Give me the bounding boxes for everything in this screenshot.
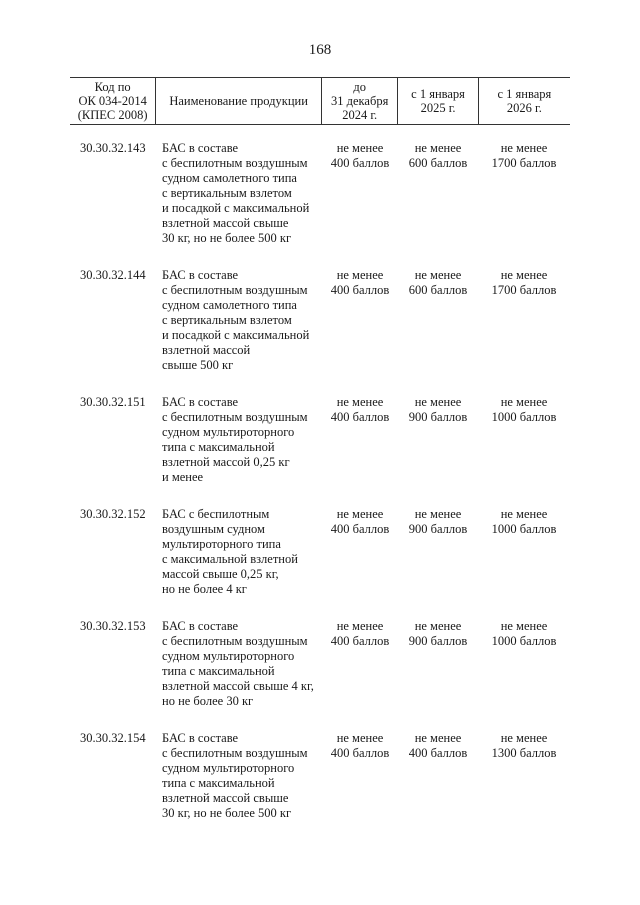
table-row bbox=[70, 731, 570, 821]
table-row bbox=[70, 395, 570, 485]
row-name: БАС в составе с беспилотным воздушным судном самолетного типа с вертикальным взлетом и посадкой с максимальной взлетной массой свыше 500 кг bbox=[162, 268, 310, 372]
header-from-2025: с 1 января 2025 г. bbox=[397, 78, 477, 124]
row-value-2026: не менее 1000 баллов bbox=[491, 619, 557, 648]
row-value-2025: не менее 600 баллов bbox=[408, 268, 468, 297]
row-value-2024: не менее 400 баллов bbox=[330, 268, 390, 297]
row-value-2024: не менее 400 баллов bbox=[330, 731, 390, 760]
row-code: 30.30.32.152 bbox=[80, 507, 146, 521]
product-table bbox=[70, 77, 570, 843]
row-value-2024: не менее 400 баллов bbox=[330, 141, 390, 170]
row-value-2025: не менее 600 баллов bbox=[408, 141, 468, 170]
header-from-2026: с 1 января 2026 г. bbox=[478, 78, 570, 124]
row-name: БАС с беспилотным воздушным судном мультироторного типа с максимальной взлетной массой свыше 0,25 кг, но не более 4 кг bbox=[162, 507, 298, 596]
row-value-2026: не менее 1700 баллов bbox=[491, 141, 557, 170]
row-value-2024: не менее 400 баллов bbox=[330, 507, 390, 536]
header-until-2024: до 31 декабря 2024 г. bbox=[321, 78, 397, 124]
row-value-2025: не менее 900 баллов bbox=[408, 507, 468, 536]
table-row bbox=[70, 268, 570, 373]
table-row bbox=[70, 507, 570, 597]
row-name: БАС в составе с беспилотным воздушным судном самолетного типа с вертикальным взлетом и посадкой с максимальной взлетной массой свыше 30 кг, но не более 500 кг bbox=[162, 141, 310, 245]
row-value-2025: не менее 400 баллов bbox=[408, 731, 468, 760]
row-name: БАС в составе с беспилотным воздушным судном мультироторного типа с максимальной взлетной массой свыше 4 кг, но не более 30 кг bbox=[162, 619, 314, 708]
row-code: 30.30.32.154 bbox=[80, 731, 146, 745]
table-row bbox=[70, 141, 570, 246]
row-value-2026: не менее 1300 баллов bbox=[491, 731, 557, 760]
row-value-2025: не менее 900 баллов bbox=[408, 619, 468, 648]
row-code: 30.30.32.143 bbox=[80, 141, 146, 155]
page-number: 168 bbox=[308, 42, 332, 58]
header-name: Наименование продукции bbox=[155, 78, 321, 124]
table-body bbox=[70, 141, 570, 821]
row-value-2026: не менее 1000 баллов bbox=[491, 507, 557, 536]
row-value-2026: не менее 1700 баллов bbox=[491, 268, 557, 297]
row-value-2024: не менее 400 баллов bbox=[330, 619, 390, 648]
row-name: БАС в составе с беспилотным воздушным судном мультироторного типа с максимальной взлетной массой свыше 30 кг, но не более 500 кг bbox=[162, 731, 308, 820]
row-value-2025: не менее 900 баллов bbox=[408, 395, 468, 424]
table-row bbox=[70, 619, 570, 709]
table-header bbox=[70, 77, 570, 125]
header-code: Код по ОК 034-2014 (КПЕС 2008) bbox=[77, 80, 148, 122]
row-code: 30.30.32.151 bbox=[80, 395, 146, 409]
row-name: БАС в составе с беспилотным воздушным судном мультироторного типа с максимальной взлетной массой 0,25 кг и менее bbox=[162, 395, 308, 484]
row-code: 30.30.32.153 bbox=[80, 619, 146, 633]
row-value-2026: не менее 1000 баллов bbox=[491, 395, 557, 424]
row-value-2024: не менее 400 баллов bbox=[330, 395, 390, 424]
row-code: 30.30.32.144 bbox=[80, 268, 146, 282]
